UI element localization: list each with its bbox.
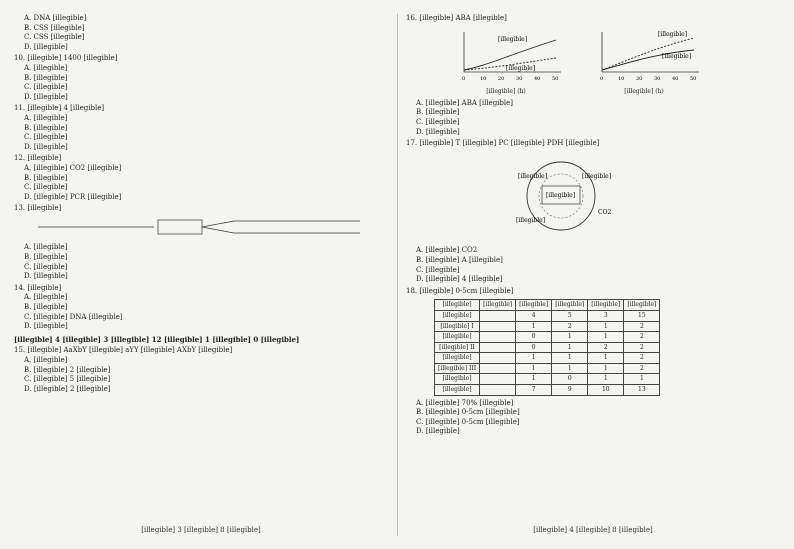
question-stem: 14. [illegible] bbox=[14, 283, 62, 292]
answer-option: A. [illegible] bbox=[24, 113, 68, 122]
option-a: A. [illegible] CO2 bbox=[416, 246, 478, 255]
table-cell bbox=[480, 332, 516, 343]
soil-animal-table bbox=[434, 299, 660, 395]
question-18 bbox=[406, 287, 780, 297]
option-c: C. [illegible] bbox=[416, 265, 460, 274]
question-stem: 17. [illegible] T [illegible] PC [illegible] PDH [illegible] bbox=[406, 139, 600, 148]
answer-option: D. [illegible] bbox=[24, 322, 68, 331]
table-cell: 0 bbox=[516, 332, 552, 343]
question-stem: 18. [illegible] 0-5cm [illegible] bbox=[406, 286, 514, 295]
table-cell: 1 bbox=[516, 363, 552, 374]
table-cell: 2 bbox=[624, 321, 660, 332]
table-cell: 1 bbox=[588, 374, 624, 385]
tca-cycle-svg bbox=[486, 152, 636, 240]
table-cell: 2 bbox=[624, 363, 660, 374]
table-cell: 3 bbox=[588, 310, 624, 321]
answer-option: C. [illegible] bbox=[24, 183, 68, 192]
cycle-label-co2: CO2 bbox=[598, 208, 612, 216]
question-17-options bbox=[406, 246, 780, 284]
table-cell: [illegible] bbox=[435, 310, 480, 321]
question-block bbox=[14, 204, 388, 214]
table-cell bbox=[480, 385, 516, 396]
question-stem: 13. [illegible] bbox=[14, 204, 62, 213]
left-page-content bbox=[14, 14, 388, 394]
growth-chart-left bbox=[446, 26, 566, 84]
table-row bbox=[435, 321, 660, 332]
answer-option: D. [illegible] bbox=[24, 142, 68, 151]
table-cell: 1 bbox=[588, 321, 624, 332]
option-d: D. [illegible] bbox=[416, 127, 460, 136]
x-tick-label: 50 bbox=[690, 75, 697, 82]
answer-option: C. [illegible] DNA [illegible] bbox=[24, 312, 123, 321]
page-footer-right: [illegible] 4 [illegible] 8 [illegible] bbox=[533, 526, 653, 535]
table-cell: 1 bbox=[552, 353, 588, 364]
figure-left bbox=[446, 26, 566, 97]
option-a: A. [illegible] 70% [illegible] bbox=[416, 398, 514, 407]
option-c: C. [illegible] bbox=[416, 117, 460, 126]
table-cell: 2 bbox=[588, 342, 624, 353]
x-tick-label: 10 bbox=[480, 75, 487, 82]
table-body bbox=[435, 310, 660, 395]
table-header-cell: [illegible] bbox=[435, 300, 480, 311]
question-block bbox=[14, 243, 388, 281]
legend-label: [illegible] bbox=[662, 52, 692, 60]
table-cell: 1 bbox=[516, 321, 552, 332]
table-cell: 9 bbox=[552, 385, 588, 396]
answer-option: A. [illegible] CO2 [illegible] bbox=[24, 163, 122, 172]
question-block bbox=[14, 154, 388, 202]
table-cell: 2 bbox=[552, 321, 588, 332]
cycle-label: [illegible] bbox=[518, 172, 548, 180]
table-cell: 1 bbox=[588, 353, 624, 364]
question-block bbox=[14, 14, 388, 52]
answer-option: C. [illegible] bbox=[24, 133, 68, 142]
answer-option: A. [illegible] bbox=[24, 356, 68, 364]
question-stem: 16. [illegible] ABA [illegible] bbox=[406, 14, 507, 22]
question-block bbox=[14, 54, 388, 102]
question-stem: 12. [illegible] bbox=[14, 154, 62, 163]
answer-option: B. [illegible] 2 [illegible] bbox=[24, 365, 111, 374]
table-cell: 5 bbox=[552, 310, 588, 321]
option-d: D. [illegible] bbox=[416, 427, 460, 436]
table-cell: 1 bbox=[624, 374, 660, 385]
page-divider bbox=[397, 14, 398, 536]
answer-option: C. [illegible] bbox=[24, 83, 68, 92]
answer-option: C. CSS [illegible] bbox=[24, 33, 85, 42]
question-17 bbox=[406, 139, 780, 149]
answer-option: D. [illegible] bbox=[24, 272, 68, 281]
table-cell: 15 bbox=[624, 310, 660, 321]
flow-svg bbox=[34, 216, 364, 238]
table-cell: [illegible] bbox=[435, 385, 480, 396]
question-stem: 11. [illegible] 4 [illegible] bbox=[14, 104, 105, 113]
figure-caption: [illegible] (h) bbox=[624, 88, 664, 96]
table-cell: 2 bbox=[624, 342, 660, 353]
table-row bbox=[435, 342, 660, 353]
table-cell: 1 bbox=[588, 332, 624, 343]
x-tick-label: 40 bbox=[672, 75, 679, 82]
table-cell: 1 bbox=[588, 363, 624, 374]
table-header-row bbox=[435, 300, 660, 311]
option-b: B. [illegible] 0-5cm [illegible] bbox=[416, 408, 520, 417]
answer-option: B. [illegible] bbox=[24, 123, 68, 132]
page-3 bbox=[14, 14, 388, 536]
table-row bbox=[435, 374, 660, 385]
table-cell: 0 bbox=[552, 374, 588, 385]
table-cell: 10 bbox=[588, 385, 624, 396]
x-tick-label: 0 bbox=[462, 75, 466, 82]
table-cell: 1 bbox=[516, 353, 552, 364]
answer-option: B. [illegible] bbox=[24, 253, 68, 262]
question-block bbox=[14, 284, 388, 332]
table-header-cell: [illegible] bbox=[480, 300, 516, 311]
figure-caption: [illegible] (h) bbox=[486, 88, 526, 96]
answer-option: A. [illegible] bbox=[24, 63, 68, 72]
x-tick-label: 10 bbox=[618, 75, 625, 82]
section-heading: [illegible] 4 [illegible] 3 [illegible] 12 [illegible] 1 [illegible] 0 [illegible] bbox=[14, 334, 300, 344]
x-tick-labels bbox=[462, 76, 558, 82]
table-row bbox=[435, 310, 660, 321]
legend-label: [illegible] bbox=[506, 64, 536, 72]
answer-option: A. [illegible] bbox=[24, 243, 68, 252]
legend-label: [illegible] bbox=[498, 35, 528, 43]
table-cell: 1 bbox=[552, 332, 588, 343]
table-cell: 0 bbox=[516, 342, 552, 353]
table-cell: 13 bbox=[624, 385, 660, 396]
option-a: A. [illegible] ABA [illegible] bbox=[416, 98, 514, 107]
answer-option: A. [illegible] bbox=[24, 293, 68, 302]
table-cell bbox=[480, 342, 516, 353]
cycle-label: [illegible] bbox=[516, 216, 546, 224]
answer-option: A. DNA [illegible] bbox=[24, 14, 87, 22]
question-stem: 10. [illegible] 1400 [illegible] bbox=[14, 54, 118, 63]
x-tick-label: 20 bbox=[636, 75, 643, 82]
table-row bbox=[435, 353, 660, 364]
table-cell: [illegible] II bbox=[435, 342, 480, 353]
answer-option: B. [illegible] bbox=[24, 73, 68, 82]
page-4 bbox=[406, 14, 780, 536]
x-tick-label: 40 bbox=[534, 75, 541, 82]
cycle-label: [illegible] bbox=[582, 172, 612, 180]
table-cell: [illegible] III bbox=[435, 363, 480, 374]
question-18-options bbox=[406, 399, 780, 437]
question-block bbox=[14, 346, 388, 394]
answer-option: B. CSS [illegible] bbox=[24, 23, 85, 32]
figure-row-16 bbox=[446, 26, 780, 97]
figure-right bbox=[584, 26, 704, 97]
center-label: [illegible] bbox=[546, 191, 576, 199]
table-header-cell: [illegible] bbox=[516, 300, 552, 311]
table-header-cell: [illegible] bbox=[552, 300, 588, 311]
answer-option: D. [illegible] 2 [illegible] bbox=[24, 384, 111, 393]
x-tick-label: 20 bbox=[498, 75, 505, 82]
table-cell: [illegible] bbox=[435, 332, 480, 343]
x-tick-label: 30 bbox=[654, 75, 661, 82]
option-b: B. [illegible] bbox=[416, 108, 460, 117]
table-cell: [illegible] I bbox=[435, 321, 480, 332]
option-d: D. [illegible] 4 [illegible] bbox=[416, 275, 503, 284]
table-cell: 4 bbox=[516, 310, 552, 321]
table-row bbox=[435, 332, 660, 343]
growth-chart-right bbox=[584, 26, 704, 84]
answer-option: B. [illegible] bbox=[24, 173, 68, 182]
option-b: B. [illegible] A [illegible] bbox=[416, 255, 503, 264]
answer-option: D. [illegible] bbox=[24, 42, 68, 51]
process-flow-diagram bbox=[34, 216, 388, 242]
cycle-diagram bbox=[486, 152, 780, 244]
table-cell bbox=[480, 363, 516, 374]
table-cell: 1 bbox=[552, 363, 588, 374]
table-cell bbox=[480, 353, 516, 364]
table-header-cell: [illegible] bbox=[624, 300, 660, 311]
answer-option: C. [illegible] 5 [illegible] bbox=[24, 375, 111, 384]
answer-option: C. [illegible] bbox=[24, 262, 68, 271]
x-tick-label: 50 bbox=[552, 75, 559, 82]
x-tick-label: 30 bbox=[516, 75, 523, 82]
question-block bbox=[14, 104, 388, 152]
question-16 bbox=[406, 14, 780, 24]
table-cell bbox=[480, 321, 516, 332]
table-cell: [illegible] bbox=[435, 374, 480, 385]
legend-label: [illegible] bbox=[658, 30, 688, 38]
table-cell: 1 bbox=[552, 342, 588, 353]
page-footer-left: [illegible] 3 [illegible] 8 [illegible] bbox=[141, 526, 261, 535]
x-tick-label: 0 bbox=[600, 75, 604, 82]
table-cell: 2 bbox=[624, 332, 660, 343]
table-cell: 1 bbox=[516, 374, 552, 385]
table-cell bbox=[480, 374, 516, 385]
table-row bbox=[435, 385, 660, 396]
question-16-options bbox=[406, 99, 780, 137]
table-cell: 2 bbox=[624, 353, 660, 364]
table-header-cell: [illegible] bbox=[588, 300, 624, 311]
table-row bbox=[435, 363, 660, 374]
answer-option: D. [illegible] PCR [illegible] bbox=[24, 192, 122, 201]
x-tick-labels bbox=[600, 76, 696, 82]
table-cell: [illegible] bbox=[435, 353, 480, 364]
question-stem: 15. [illegible] AaXbY [illegible] aYY [illegible] AXbY [illegible] bbox=[14, 346, 233, 355]
answer-option: D. [illegible] bbox=[24, 92, 68, 101]
table-cell bbox=[480, 310, 516, 321]
option-c: C. [illegible] 0-5cm [illegible] bbox=[416, 417, 520, 426]
table-cell: 7 bbox=[516, 385, 552, 396]
answer-option: B. [illegible] bbox=[24, 303, 68, 312]
